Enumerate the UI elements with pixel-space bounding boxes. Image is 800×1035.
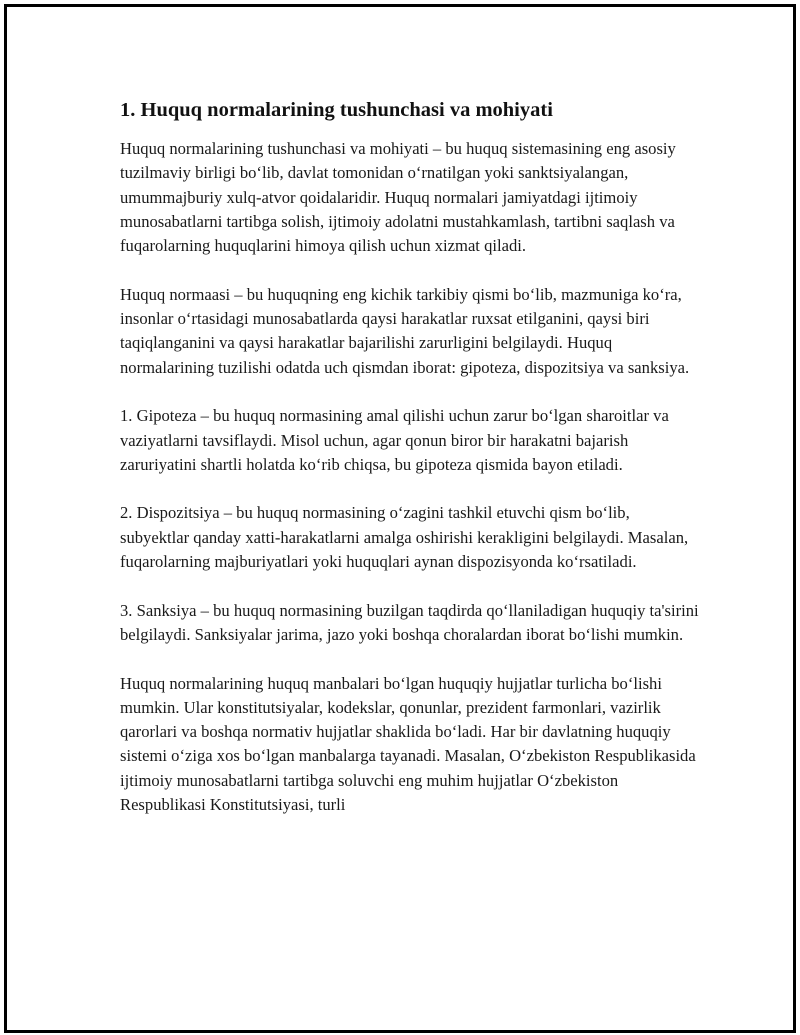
paragraph-sanction: 3. Sanksiya – bu huquq normasining buzilgan taqdirda qo‘llaniladigan huquqiy ta'sirini belgilaydi. Sanksiyalar jarima, jazo yoki boshqa choralardan iborat bo‘lishi mumkin.: [120, 600, 699, 644]
paragraph-norm-definition: Huquq normaasi – bu huquqning eng kichik tarkibiy qismi bo‘lib, mazmuniga ko‘ra, insonlar o‘rtasidagi munosabatlarda qaysi harakatlar ruxsat etilganini, qaysi biri taqiqlanganini va qaysi harakatlar bajarilishi zarurligini belgilaydi. Huquq normalarining tuzilishi odatda uch qismdan iborat: gipoteza, dispozitsiya va sanksiya.: [120, 284, 690, 377]
document-body: [120, 97, 700, 817]
paragraph-hypothesis: 1. Gipoteza – bu huquq normasining amal qilishi uchun zarur bo‘lgan sharoitlar va vaziyatlarni tavsiflaydi. Misol uchun, agar qonun biror bir harakatni bajarish zaruriyatini shartli holatda ko‘rib chiqsa, bu gipoteza qismida bayon etiladi.: [120, 406, 669, 474]
section-heading: 1. Huquq normalarining tushunchasi va mohiyati: [120, 99, 553, 121]
paragraph-sources: Huquq normalarining huquq manbalari bo‘lgan huquqiy hujjatlar turlicha bo‘lishi mumkin. Ular konstitutsiyalar, kodekslar, qonunlar, prezident farmonlari, vazirlik qarorlari va boshqa normativ hujjatlar shaklida bo‘ladi. Har bir davlatning huquqiy sistemi o‘ziga xos bo‘lgan manbalarga tayanadi. Masalan, O‘zbekiston Respublikasida ijtimoiy munosabatlarni tartibga soluvchi eng muhim hujjatlar O‘zbekiston Respublikasi Konstitutsiyasi, turli: [120, 673, 696, 815]
paragraph-intro: Huquq normalarining tushunchasi va mohiyati – bu huquq sistemasining eng asosiy tuzilmaviy birligi bo‘lib, davlat tomonidan o‘rnatilgan yoki sanktsiyalangan, umummajburiy xulq-atvor qoidalaridir. Huquq normalari jamiyatdagi ijtimoiy munosabatlarni tartibga solish, ijtimoiy adolatni mustahkamlash, tartibni saqlash va fuqarolarning huquqlarini himoya qilish uchun xizmat qiladi.: [120, 139, 676, 256]
page-frame: [4, 4, 796, 1033]
paragraph-disposition: 2. Dispozitsiya – bu huquq normasining o‘zagini tashkil etuvchi qism bo‘lib, subyektlar qanday xatti-harakatlarni amalga oshirishi kerakligini belgilaydi. Masalan, fuqarolarning majburiyatlari yoki huquqlari aynan dispozisyonda ko‘rsatiladi.: [120, 503, 689, 572]
